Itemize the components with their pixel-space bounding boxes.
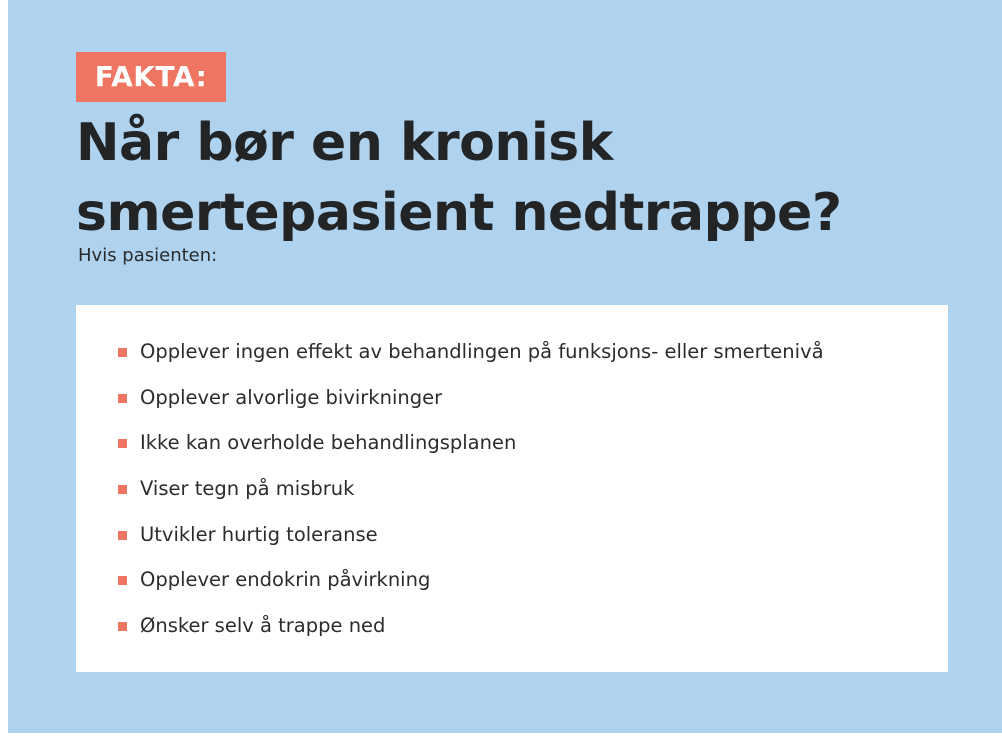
bullet-square-icon (118, 439, 127, 448)
list-item-text: Ikke kan overholde behandlingsplanen (140, 431, 517, 455)
list-item-text: Opplever endokrin påvirkning (140, 568, 431, 592)
list-item (118, 521, 938, 567)
bullet-square-icon (118, 531, 127, 540)
list-item-text: Opplever ingen effekt av behandlingen på funksjons- eller smertenivå (140, 340, 824, 363)
list-item (118, 429, 938, 475)
list-item (118, 384, 938, 430)
criteria-list (118, 338, 938, 658)
list-item (118, 475, 938, 521)
subtitle: Hvis pasienten: (78, 245, 218, 266)
fact-panel (8, 0, 1002, 733)
list-item (118, 612, 938, 658)
list-item-text: Utvikler hurtig toleranse (140, 522, 378, 546)
title-line-2: smertepasient nedtrappe? (76, 183, 842, 243)
list-item-text: Viser tegn på misbruk (140, 477, 355, 501)
list-item (118, 338, 938, 384)
bullet-square-icon (118, 485, 127, 494)
fakta-badge: FAKTA: (76, 52, 226, 102)
bullet-square-icon (118, 576, 127, 585)
title-line-1: Når bør en kronisk (76, 113, 613, 173)
bullet-square-icon (118, 394, 127, 403)
list-item-text: Opplever alvorlige bivirkninger (140, 385, 443, 409)
bullet-square-icon (118, 348, 127, 357)
page-title (76, 108, 976, 248)
criteria-card (76, 305, 948, 672)
list-item-text: Ønsker selv å trappe ned (140, 614, 386, 638)
bullet-square-icon (118, 622, 127, 631)
list-item (118, 566, 938, 612)
